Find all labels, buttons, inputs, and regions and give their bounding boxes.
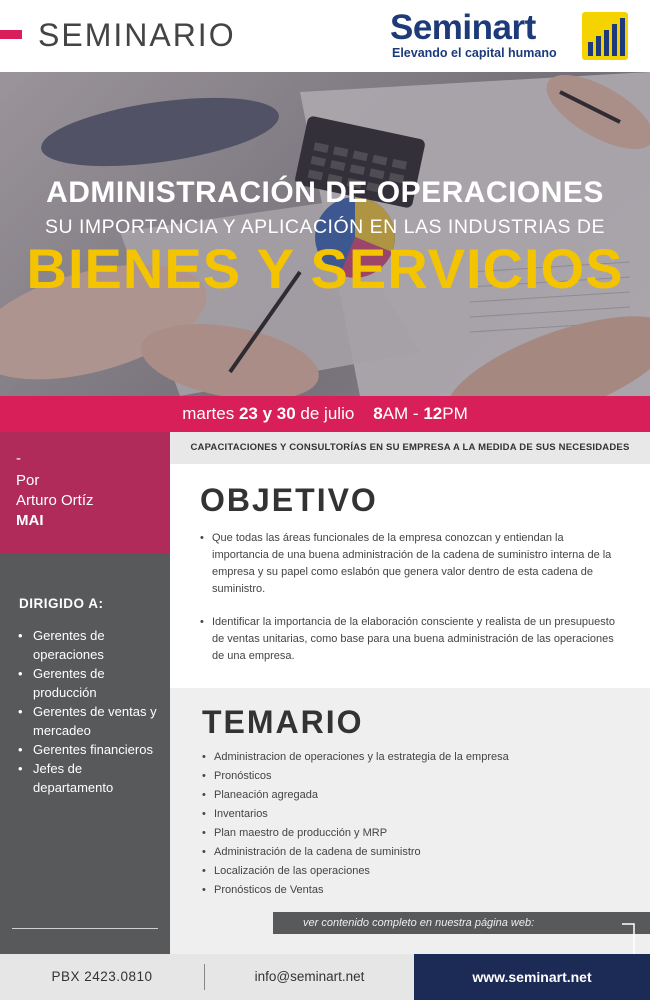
temario-item: • Pronósticos [202,767,632,786]
logo-tagline: Elevando el capital humano [392,46,557,60]
hero-subtitle: SU IMPORTANCIA Y APLICACIÓN EN LAS INDUSTRIAS DE [44,216,606,238]
hero-title: ADMINISTRACIÓN DE OPERACIONES [46,176,604,209]
objetivo-section [170,464,650,688]
temario-item: • Planeación agregada [202,786,632,805]
audience-item: • Gerentes de operaciones [18,626,163,664]
speaker-name: Arturo Ortíz [16,492,94,509]
temario-item: • Inventarios [202,805,632,824]
schedule-day: martes [182,404,235,423]
speaker-by: Por [16,472,40,489]
temario-item: • Pronósticos de Ventas [202,881,632,900]
schedule-end-hour: 12 [423,404,443,423]
page-title: SEMINARIO [38,17,236,53]
objetivo-item: • Que todas las áreas funcionales de la empresa conozcan y entiendan la importancia de una buena administración de la cadena de suministro interna de la empresa y su papel como eslabón que genera valor dentro de esta cadena de suministro. [200,530,620,598]
web-note-bar: ver contenido completo en nuestra página web: [273,912,650,934]
audience-list [18,626,163,797]
temario-item: • Plan maestro de producción y MRP [202,824,632,843]
audience-item: • Gerentes de producción [18,664,163,702]
speaker-dash: - [16,450,21,467]
temario-list [202,748,632,900]
audience-title: DIRIGIDO A: [19,596,104,611]
audience-panel [0,554,170,954]
schedule-start-hour: 8 [373,404,383,423]
schedule-end-ampm: PM [442,404,468,423]
hero-highlight: BIENES Y SERVICIOS [26,237,624,300]
schedule-dates: 23 y 30 [238,404,296,423]
schedule-month: de julio [300,404,355,423]
temario-item: • Administración de la cadena de suministro [202,843,632,862]
schedule-separator: - [412,404,419,423]
audience-item: • Jefes de departamento [18,759,163,797]
audience-item: • Gerentes financieros [18,740,163,759]
hero-banner [0,72,650,396]
phone-number[interactable]: PBX 2423.0810 [51,969,153,984]
temario-item: • Localización de las operaciones [202,862,632,881]
schedule-start-ampm: AM [382,404,409,423]
temario-title: TEMARIO [202,704,364,740]
seminart-logo[interactable] [390,10,630,62]
logo-word: Seminart [390,8,536,47]
services-banner: CAPACITACIONES Y CONSULTORÍAS EN SU EMPRESA A LA MEDIDA DE SUS NECESIDADES [170,432,650,464]
bar-chart-icon [582,12,628,60]
schedule-bar [0,396,650,432]
divider [12,928,158,929]
footer [0,954,650,1000]
speaker-panel [0,432,170,554]
header-accent-bar [0,30,22,39]
email-link[interactable]: info@seminart.net [254,969,365,984]
header [0,0,650,72]
objetivo-item: • Identificar la importancia de la elaboración consciente y realista de un presupuesto de ventas unitarias, como base para una buena administración de las operaciones de una empresa. [200,614,620,665]
audience-item: • Gerentes de ventas y mercadeo [18,702,163,740]
website-link[interactable]: www.seminart.net [414,954,650,1000]
temario-item: • Administracion de operaciones y la estrategia de la empresa [202,748,632,767]
objetivo-title: OBJETIVO [200,482,378,518]
speaker-degree: MAI [16,512,44,529]
